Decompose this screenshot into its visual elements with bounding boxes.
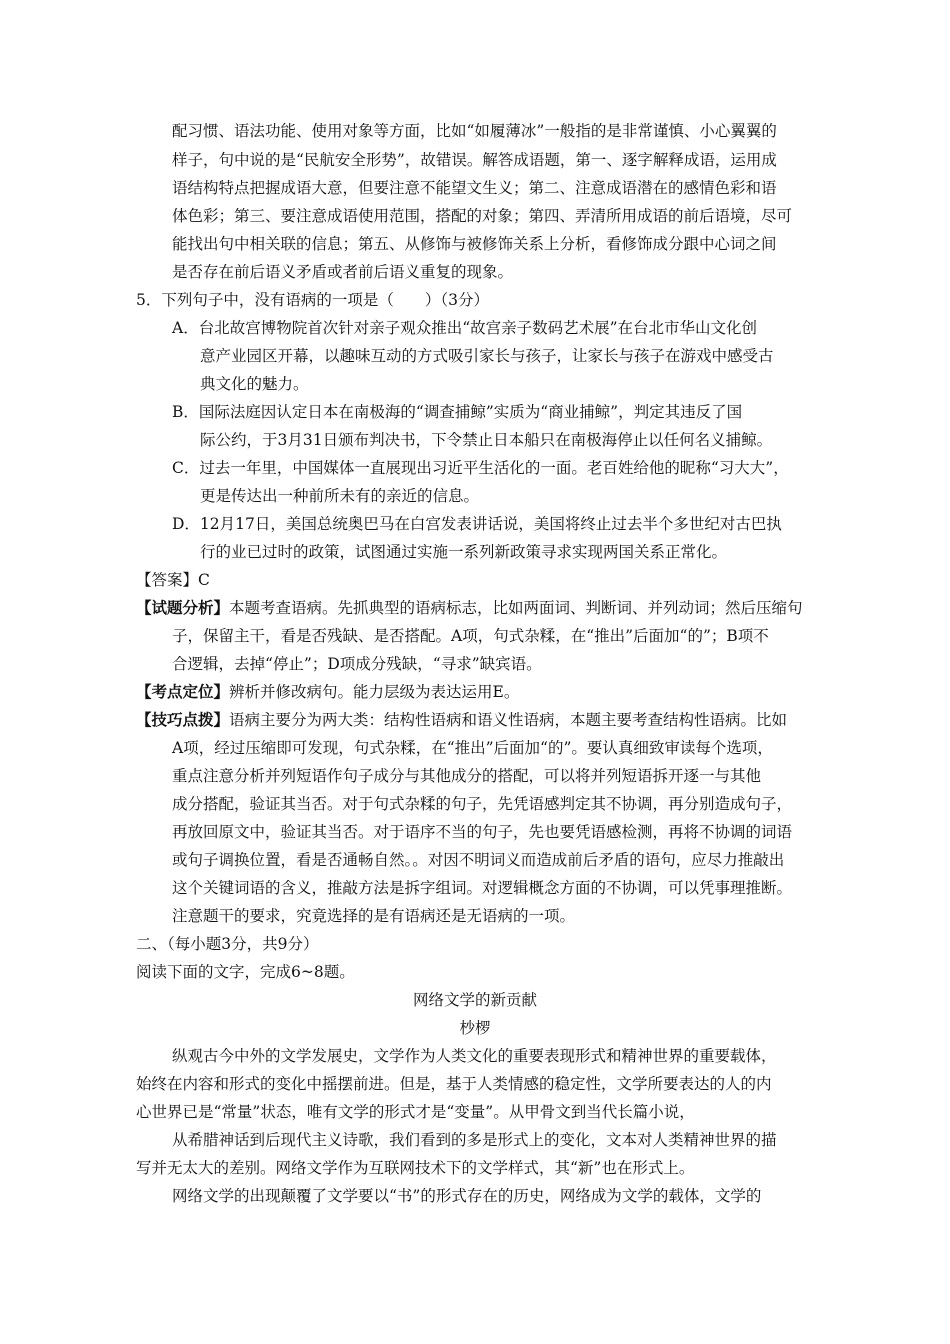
option-c: C．过去一年里，中国媒体一直展现出习近平生活化的一面。老百姓给他的昵称“习大大”， [172, 459, 789, 477]
knowledge-point [136, 682, 519, 702]
tip [136, 710, 787, 730]
tip-cont: 重点注意分析并列短语作句子成分与其他成分的搭配，可以将并列短语拆开逐一与其他 [172, 767, 762, 785]
analysis [136, 598, 803, 618]
tip-cont: 或句子调换位置，看是否通畅自然。。对因不明词义而造成前后矛盾的语句，应尽力推敲出 [172, 851, 785, 869]
paragraph-line: 纵观古今中外的文学发展史，文学作为人类文化的重要表现形式和精神世界的重要载体， [172, 1047, 777, 1065]
analysis-cont: 子，保留主干，看是否残缺、是否搭配。A项，句式杂糅，在“推出”后面加“的”；B项不 [172, 627, 769, 645]
article-title: 网络文学的新贡献 [412, 991, 537, 1009]
text-line: 体色彩；第三、要注意成语使用范围，搭配的对象；第四、弄清所用成语的前后语境，尽可 [172, 207, 793, 225]
knowledge-point-text: 辨析并修改病句。能力层级为表达运用E。 [229, 683, 520, 701]
tip-cont: 这个关键词语的含义，推敲方法是拆字组词。对逻辑概念方面的不协调，可以凭事理推断。 [172, 879, 793, 897]
option-a-cont: 意产业园区开幕，以趣味互动的方式吸引家长与孩子，让家长与孩子在游戏中感受古 [200, 347, 774, 365]
text-line: 样子，句中说的是“民航安全形势”，故错误。解答成语题，第一、逐字解释成语，运用成 [172, 151, 777, 169]
tip-cont: A项，经过压缩即可发现，句式杂糅，在“推出”后面加“的”。要认真细致审读每个选项， [172, 739, 773, 757]
answer: 【答案】C [136, 571, 210, 589]
paragraph-line: 网络文学的出现颠覆了文学要以“书”的形式存在的历史，网络成为文学的载体，文学的 [172, 1187, 762, 1205]
section-heading: 二、（每小题3分，共9分） [136, 935, 319, 953]
text-line: 是否存在前后语义矛盾或者前后语义重复的现象。 [172, 263, 514, 281]
question-5: 5．下列句子中，没有语病的一项是（ ）（3分） [136, 291, 489, 309]
option-b-cont: 际公约，于3月31日颁布判决书，下令禁止日本船只在南极海停止以任何名义捕鲸。 [200, 431, 773, 449]
tip-text: 语病主要分为两大类：结构性语病和语义性语病，本题主要考查结构性语病。比如 [229, 711, 788, 729]
paragraph-line: 始终在内容和形式的变化中摇摆前进。但是，基于人类情感的稳定性，文学所要表达的人的内 [136, 1075, 772, 1093]
tip-label: 【技巧点拨】 [136, 710, 230, 729]
option-b: B．国际法庭因认定日本在南极海的“调查捕鲸”实质为“商业捕鲸”，判定其违反了国 [172, 403, 743, 421]
tip-cont: 成分搭配，验证其当否。对于句式杂糅的句子，先凭语感判定其不协调，再分别造成句子， [172, 795, 793, 813]
text-line: 配习惯、语法功能、使用对象等方面，比如“如履薄冰”一般指的是非常谨慎、小心翼翼的 [172, 122, 777, 140]
analysis-text: 本题考查语病。先抓典型的语病标志，比如两面词、判断词、并列动词；然后压缩句 [229, 599, 803, 617]
analysis-label: 【试题分析】 [136, 598, 230, 617]
tip-cont: 再放回原文中，验证其当否。对于语序不当的句子，先也要凭语感检测，再将不协调的词语 [172, 823, 793, 841]
text-line: 语结构特点把握成语大意，但要注意不能望文生义；第二、注意成语潜在的感情色彩和语 [172, 179, 777, 197]
paragraph-line: 写并无太大的差别。网络文学作为互联网技术下的文学样式，其“新”也在形式上。 [136, 1159, 695, 1177]
paragraph-line: 心世界已是“常量”状态，唯有文学的形式才是“变量”。从甲骨文到当代长篇小说， [136, 1103, 695, 1121]
option-a-cont: 典文化的魅力。 [200, 375, 309, 393]
option-d-cont: 行的业已过时的政策，试图通过实施一系列新政策寻求实现两国关系正常化。 [200, 543, 728, 561]
option-d: D．12月17日，美国总统奥巴马在白宫发表讲话说，美国将终止过去半个多世纪对古巴执 [172, 515, 782, 533]
paragraph-line: 从希腊神话到后现代主义诗歌，我们看到的多是形式上的变化，文本对人类精神世界的描 [172, 1131, 777, 1149]
option-a: A．台北故宫博物院首次针对亲子观众推出“故宫亲子数码艺术展”在台北市华山文化创 [172, 319, 758, 337]
reading-instruction: 阅读下面的文字，完成6~8题。 [136, 963, 355, 981]
knowledge-point-label: 【考点定位】 [136, 682, 230, 701]
analysis-cont: 合逻辑，去掉“停止”；D项成分残缺，“寻求”缺宾语。 [172, 655, 542, 673]
option-c-cont: 更是传达出一种前所未有的亲近的信息。 [200, 487, 480, 505]
article-author: 杪椤 [459, 1019, 491, 1037]
text-line: 能找出句中相关联的信息；第五、从修饰与被修饰关系上分析，看修饰成分跟中心词之间 [172, 235, 777, 253]
tip-cont: 注意题干的要求，究竟选择的是有语病还是无语病的一项。 [172, 907, 576, 925]
